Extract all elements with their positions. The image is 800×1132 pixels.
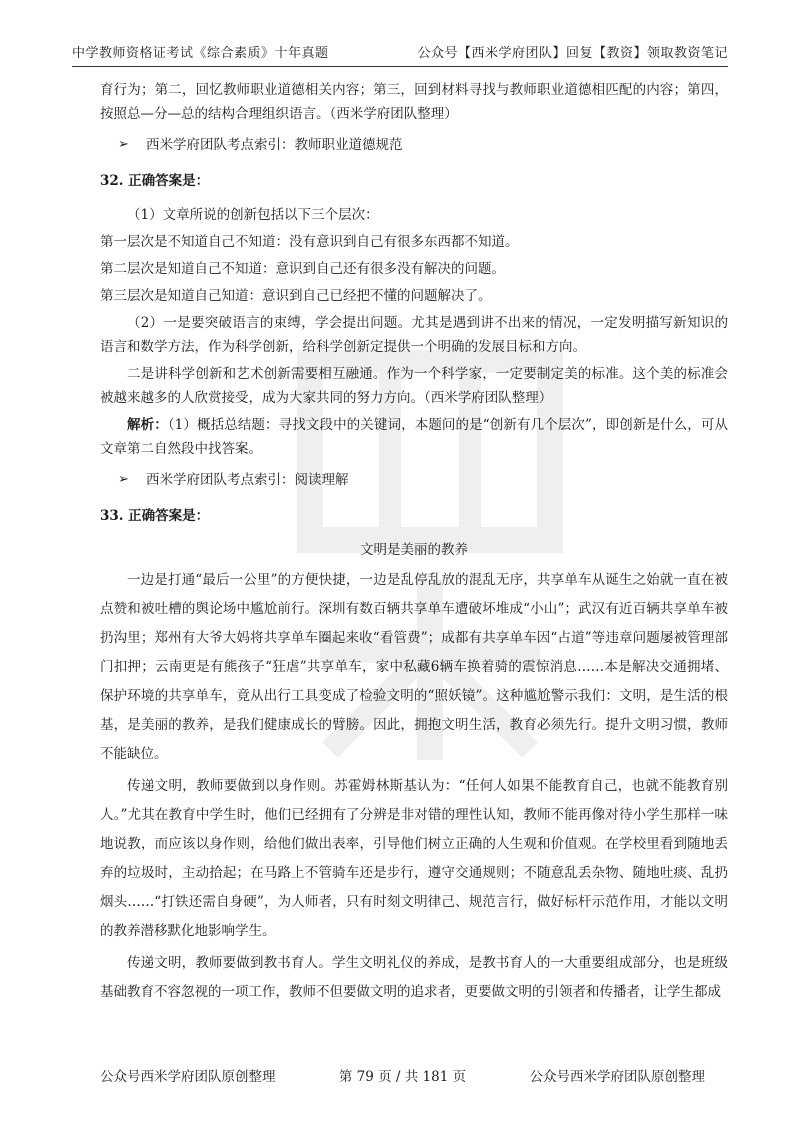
page-number: 第 79 页 / 共 181 页	[338, 1069, 467, 1085]
q32-index-text: 西米学府团队考点索引：阅读理解	[146, 472, 349, 488]
q32-heading: 32. 正确答案是：	[100, 173, 210, 189]
q31-continuation: 育行为；第二，回忆教师职业道德相关内容；第三，回到材料寻找与教师职业道德相匹配的内容；第四，按照总—分—总的结构合理组织语言。（西米学府团队整理）	[100, 82, 728, 122]
essay-p1: 一边是打通“最后一公里”的方便快捷，一边是乱停乱放的混乱无序，共享单车从诞生之始就一直在被点赞和被吐槽的舆论场中尴尬前行。深圳有数百辆共享单车遭破坏堆成“小山”；武汉有近百辆共享单车被扔沟里；郑州有大爷大妈将共享单车圈起来收“看管费”；成都有共享单车因“占道”等违章问题屡被管理部门扣押；云南更是有熊孩子“狂虐”共享单车，家中私藏6辆车换着骑的震惊消息……本是解决交通拥堵、保护环境的共享单车，竟从出行工具变成了检验文明的“照妖镜”。这种尴尬警示我们：文明，是生活的根基，是美丽的教养，是我们健康成长的臂膀。因此，拥抱文明生活，教育必须先行。提升文明习惯，教师不能缺位。	[100, 572, 728, 762]
essay-body	[100, 566, 728, 1007]
analysis-label: 解析：	[127, 417, 168, 433]
header-left: 中学教师资格证考试《综合素质》十年真题	[72, 46, 329, 61]
q31-index-text: 西米学府团队考点索引：教师职业道德规范	[146, 137, 403, 153]
header-divider	[72, 66, 728, 67]
arrow-bullet-icon: ➢	[118, 137, 129, 152]
q32-p3: 第二层次是知道自己不知道：意识到自己还有很多没有解决的问题。	[100, 261, 505, 277]
q32-p2: 第一层次是不知道自己不知道：没有意识到自己有很多东西都不知道。	[100, 234, 519, 250]
q32-p4: 第三层次是知道自己知道：意识到自己已经把不懂的问题解决了。	[100, 288, 492, 304]
analysis-text: （1）概括总结题：寻找文段中的关键词，本题问的是“创新有几个层次”，即创新是什么，可从文章第二自然段中找答案。	[100, 417, 728, 457]
q32-p6: 二是讲科学创新和艺术创新需要相互融通。作为一个科学家，一定要制定美的标准。这个美的标准会被越来越多的人欣赏接受，成为大家共同的努力方向。（西米学府团队整理）	[100, 366, 728, 406]
q31-index	[118, 133, 728, 157]
page-header	[72, 42, 728, 61]
q32-index	[118, 468, 728, 492]
essay-p3: 传递文明，教师要做到教书育人。学生文明礼仪的养成，是教书育人的一大重要组成部分，也是班级基础教育不容忽视的一项工作，教师不但要做文明的追求者，更要做文明的引领者和传播者，让学生都成	[100, 955, 728, 1000]
arrow-bullet-icon: ➢	[118, 472, 129, 487]
q33-heading: 33. 正确答案是：	[100, 508, 210, 524]
q32-p5: （2）一是要突破语言的束缚，学会提出问题。尤其是遇到讲不出来的情况，一定发明描写新知识的语言和数学方法，作为科学创新，给科学创新定提供一个明确的发展目标和方向。	[100, 315, 728, 355]
essay-p2: 传递文明，教师要做到以身作则。苏霍姆林斯基认为：“任何人如果不能教育自己，也就不能教育别人。”尤其在教育中学生时，他们已经拥有了分辨是非对错的理性认知，教师不能再像对待小学生那样一味地说教，而应该以身作则，给他们做出表率，引导他们树立正确的人生观和价值观。在学校里看到随地丢弃的垃圾时，主动拾起；在马路上不管骑车还是步行，遵守交通规则；不随意乱丢杂物、随地吐痰、乱扔烟头……“打铁还需自身硬”，为人师者，只有时刻文明律己、规范言行，做好标杆示范作用，才能以文明的教养潜移默化地影响学生。	[100, 778, 728, 939]
essay-title: 文明是美丽的教养	[360, 542, 468, 558]
footer-left: 公众号西米学府团队原创整理	[100, 1069, 276, 1085]
page-content	[100, 78, 728, 1010]
header-right: 公众号【西米学府团队】回复【教资】领取教资笔记	[417, 46, 728, 61]
q32-analysis	[100, 413, 728, 461]
page-footer	[100, 1065, 705, 1085]
q32-p1: （1）文章所说的创新包括以下三个层次：	[127, 207, 379, 223]
footer-right: 公众号西米学府团队原创整理	[529, 1069, 705, 1085]
